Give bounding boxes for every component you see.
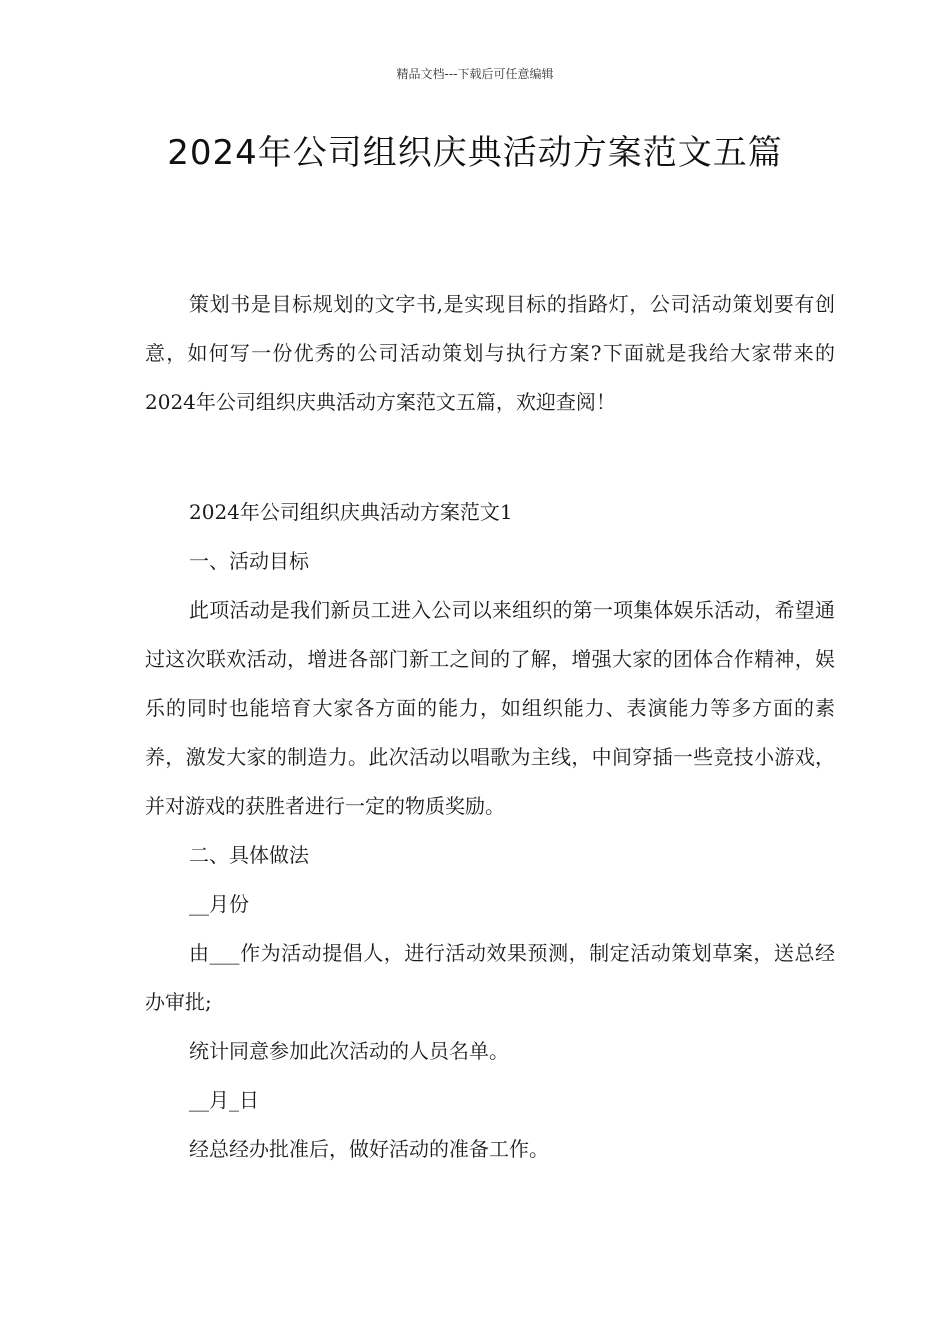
method-paragraph-1: 由___作为活动提倡人，进行活动效果预测，制定活动策划草案，送总经办审批;: [145, 941, 835, 1014]
heading-activity-goal: 一、活动目标: [189, 549, 309, 573]
intro-paragraph: 策划书是目标规划的文字书,是实现目标的指路灯，公司活动策划要有创意，如何写一份优秀的公司活动策划与执行方案?下面就是我给大家带来的2024年公司组织庆典活动方案范文五篇，欢迎查阅！: [145, 292, 835, 414]
method-paragraph-2: 统计同意参加此次活动的人员名单。: [189, 1039, 509, 1063]
goal-paragraph: 此项活动是我们新员工进入公司以来组织的第一项集体娱乐活动，希望通过这次联欢活动，增进各部门新工之间的了解，增强大家的团体合作精神，娱乐的同时也能培育大家各方面的能力，如组织能力、表演能力等多方面的素养，激发大家的制造力。此次活动以唱歌为主线，中间穿插一些竞技小游戏，并对游戏的获胜者进行一定的物质奖励。: [145, 598, 835, 818]
date-line: __月_日: [189, 1088, 259, 1112]
month-line: __月份: [189, 892, 249, 916]
heading-specific-method: 二、具体做法: [189, 843, 309, 867]
header-note: 精品文档---下载后可任意编辑: [396, 67, 554, 81]
document-body: [145, 280, 835, 1174]
document-title: 2024年公司组织庆典活动方案范文五篇: [167, 133, 783, 173]
section-title: 2024年公司组织庆典活动方案范文1: [189, 500, 513, 524]
paragraph-gap: [145, 427, 835, 488]
method-paragraph-3: 经总经办批准后，做好活动的准备工作。: [189, 1137, 549, 1161]
